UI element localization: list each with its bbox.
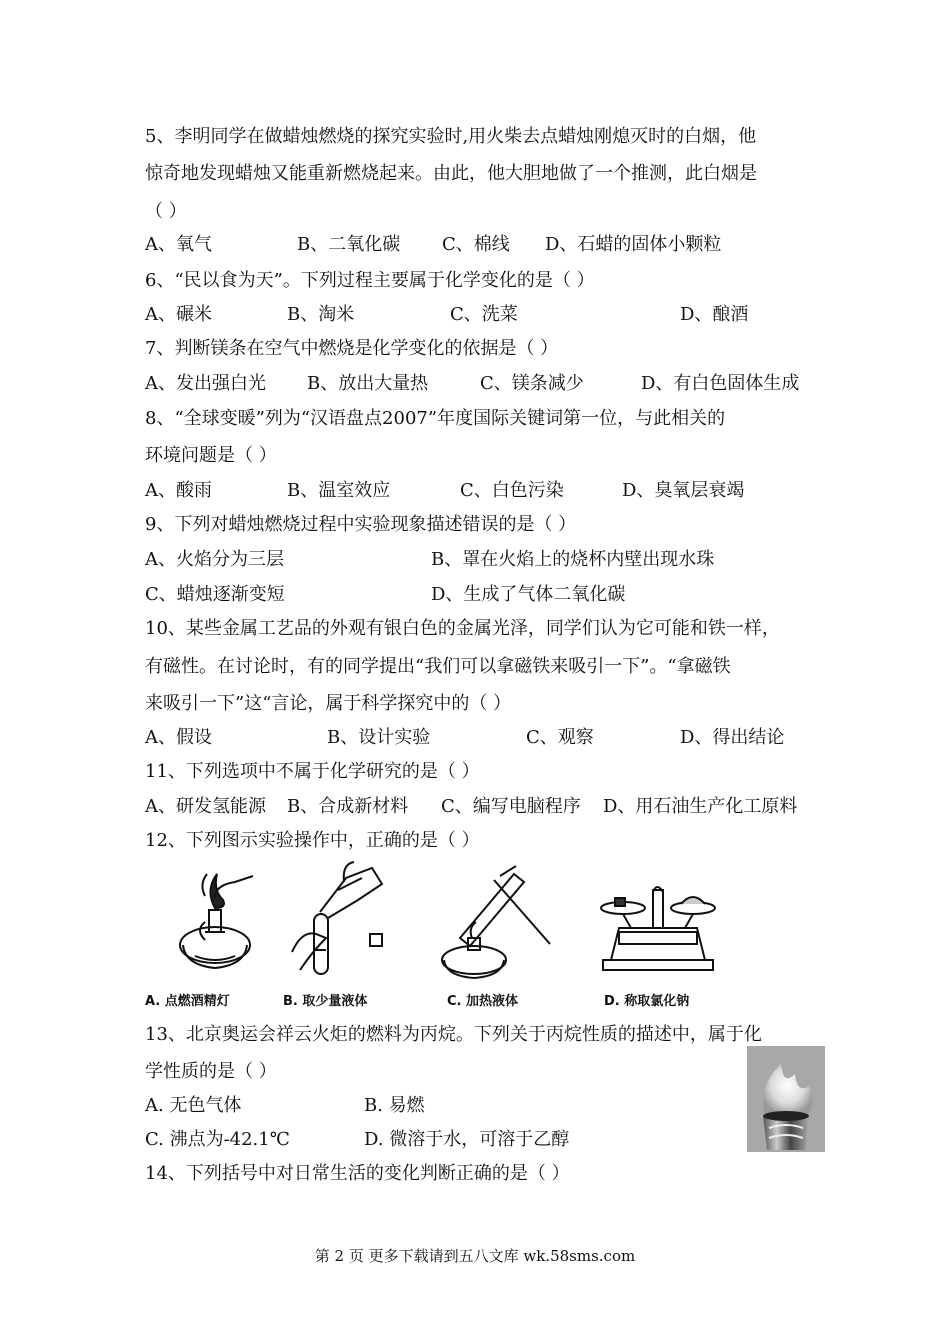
q9-option-d: D、生成了气体二氧化碳: [431, 584, 626, 605]
q10-option-c: C、观察: [526, 727, 594, 748]
figure-a-caption: A. 点燃酒精灯: [145, 994, 230, 1009]
q8-option-c: C、白色污染: [460, 480, 564, 501]
q7-option-d: D、有白色固体生成: [641, 373, 800, 394]
q10-stem-line3: 来吸引一下”这“言论，属于科学探究中的（ ）: [145, 693, 512, 714]
page-footer: 第 2 页 更多下载请到五八文库 wk.58sms.com: [314, 1247, 636, 1265]
q11-option-d: D、用石油生产化工原料: [603, 796, 798, 817]
weighing-balance-figure: [595, 860, 720, 990]
q13-option-c: C. 沸点为-42.1℃: [145, 1129, 290, 1150]
q7-option-b: B、放出大量热: [307, 373, 429, 394]
q8-option-d: D、臭氧层衰竭: [622, 480, 745, 501]
q5-stem-line3: （ ）: [145, 201, 187, 222]
q5-option-d: D、石蜡的固体小颗粒: [545, 234, 722, 255]
q9-stem: 9、下列对蜡烛燃烧过程中实验现象描述错误的是（ ）: [145, 514, 577, 535]
torch-flame-photo: [747, 1046, 825, 1152]
q5-option-b: B、二氧化碳: [297, 234, 401, 255]
q5-option-c: C、棉线: [442, 234, 510, 255]
q9-option-a: A、火焰分为三层: [145, 549, 284, 570]
q8-option-a: A、酸雨: [145, 480, 212, 501]
q13-option-d: D. 微溶于水，可溶于乙醇: [364, 1129, 570, 1150]
pouring-liquid-figure: [282, 860, 392, 990]
q6-stem: 6、“民以食为天”。下列过程主要属于化学变化的是（ ）: [145, 270, 595, 291]
q7-option-c: C、镁条减少: [480, 373, 584, 394]
q11-option-a: A、研发氢能源: [145, 796, 266, 817]
q11-option-c: C、编写电脑程序: [441, 796, 581, 817]
q8-stem-line2: 环境问题是（ ）: [145, 445, 277, 466]
q10-stem-line2: 有磁性。在讨论时，有的同学提出“我们可以拿磁铁来吸引一下”。“拿磁铁: [145, 656, 731, 677]
q11-stem: 11、下列选项中不属于化学研究的是（ ）: [145, 761, 480, 782]
figure-b-caption: B. 取少量液体: [283, 994, 368, 1009]
q13-stem-line1: 13、北京奥运会祥云火炬的燃料为丙烷。下列关于丙烷性质的描述中，属于化: [145, 1024, 762, 1045]
q10-option-b: B、设计实验: [327, 727, 431, 748]
figure-d-caption: D. 称取氯化钠: [604, 994, 690, 1009]
q7-option-a: A、发出强白光: [145, 373, 266, 394]
q10-stem-line1: 10、某些金属工艺品的外观有银白色的金属光泽，同学们认为它可能和铁一样，: [145, 618, 780, 639]
q13-option-a: A. 无色气体: [145, 1095, 242, 1116]
q13-stem-line2: 学性质的是（ ）: [145, 1061, 277, 1082]
q11-option-b: B、合成新材料: [287, 796, 409, 817]
q10-option-a: A、假设: [145, 727, 212, 748]
q8-option-b: B、温室效应: [287, 480, 391, 501]
q6-option-d: D、酿酒: [680, 304, 749, 325]
q8-stem-line1: 8、“全球变暖”列为“汉语盘点2007”年度国际关键词第一位，与此相关的: [145, 408, 726, 429]
q13-option-b: B. 易燃: [364, 1095, 425, 1116]
q5-option-a: A、氧气: [145, 234, 212, 255]
q6-option-b: B、淘米: [287, 304, 355, 325]
q14-stem: 14、下列括号中对日常生活的变化判断正确的是（ ）: [145, 1163, 570, 1184]
heating-liquid-figure: [432, 860, 552, 990]
q9-option-b: B、罩在火焰上的烧杯内壁出现水珠: [431, 549, 715, 570]
q6-option-c: C、洗菜: [450, 304, 518, 325]
q12-stem: 12、下列图示实验操作中，正确的是（ ）: [145, 830, 480, 851]
q6-option-a: A、碾米: [145, 304, 212, 325]
q10-option-d: D、得出结论: [680, 727, 785, 748]
q5-stem-line2: 惊奇地发现蜡烛又能重新燃烧起来。由此，他大胆地做了一个推测，此白烟是: [145, 163, 757, 184]
q9-option-c: C、蜡烛逐渐变短: [145, 584, 285, 605]
alcohol-lamp-lighting-figure: [165, 860, 265, 990]
q7-stem: 7、判断镁条在空气中燃烧是化学变化的依据是（ ）: [145, 338, 559, 359]
q5-stem-line1: 5、李明同学在做蜡烛燃烧的探究实验时,用火柴去点蜡烛刚熄灭时的白烟，他: [145, 126, 757, 147]
figure-c-caption: C. 加热液体: [447, 994, 519, 1009]
